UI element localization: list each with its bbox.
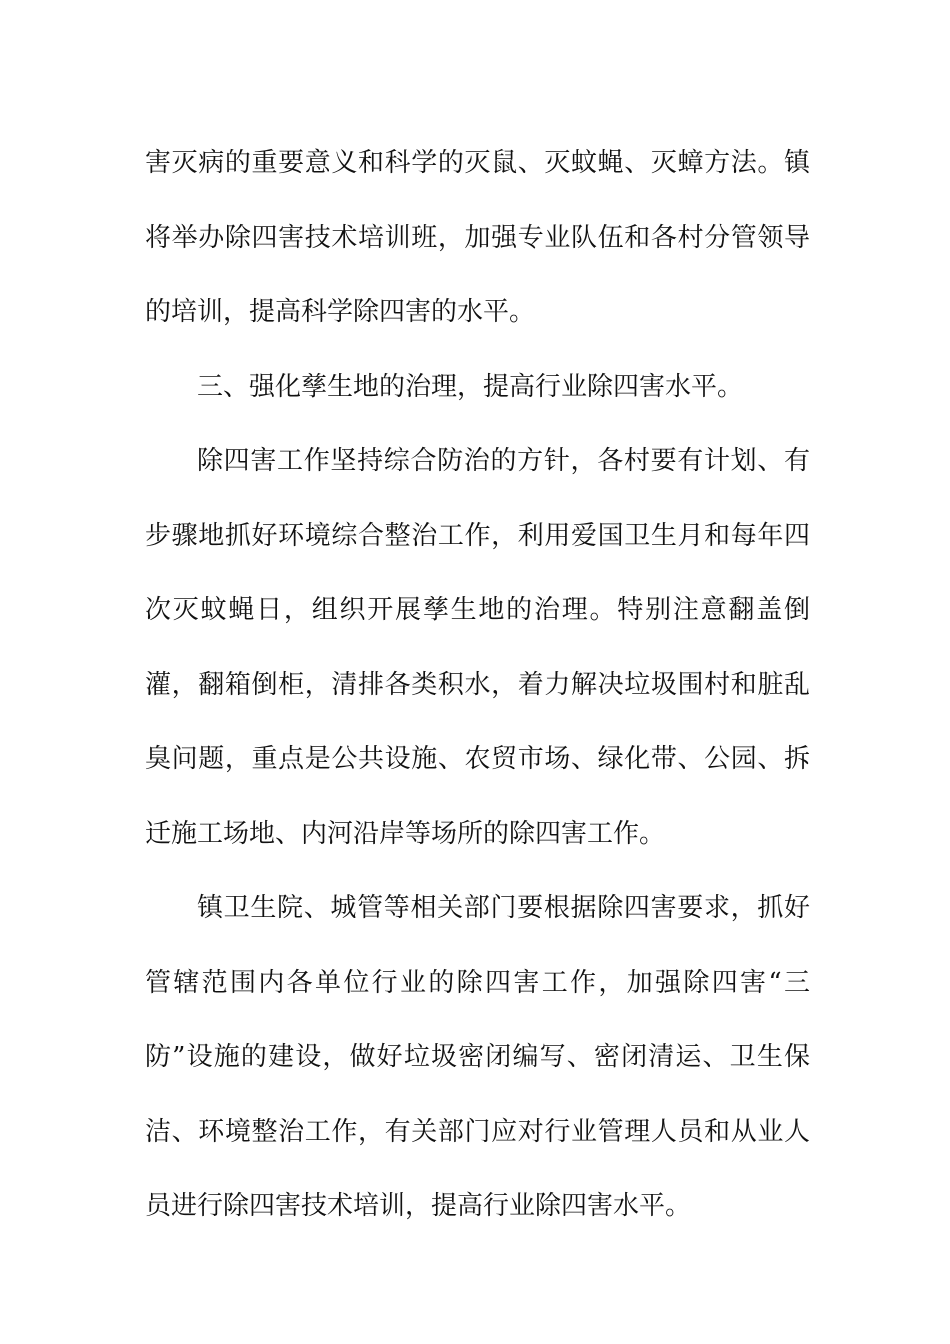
paragraph-department-responsibilities: 镇卫生院、城管等相关部门要根据除四害要求，抓好管辖范围内各单位行业的除四害工作，加强除四害“三防”设施的建设，做好垃圾密闭编写、密闭清运、卫生保洁、环境整治工作，有关部门应对行业管理人员和从业人员进行除四害技术培训，提高行业除四害水平。 bbox=[145, 893, 810, 1221]
section-heading-three: 三、强化孳生地的治理，提高行业除四害水平。 bbox=[197, 371, 744, 402]
paragraph-breeding-ground-treatment: 除四害工作坚持综合防治的方针，各村要有计划、有步骤地抓好环境综合整治工作，利用爱国卫生月和每年四次灭蚊蝇日，组织开展孳生地的治理。特别注意翻盖倒灌，翻箱倒柜，清排各类积水，着力解决垃圾围村和脏乱臭问题，重点是公共设施、农贸市场、绿化带、公园、拆迁施工场地、内河沿岸等场所的除四害工作。 bbox=[145, 446, 810, 849]
paragraph-continuation: 害灭病的重要意义和科学的灭鼠、灭蚊蝇、灭蟑方法。镇将举办除四害技术培训班，加强专业队伍和各村分管领导的培训，提高科学除四害的水平。 bbox=[145, 148, 810, 327]
document-body bbox=[145, 126, 810, 1244]
